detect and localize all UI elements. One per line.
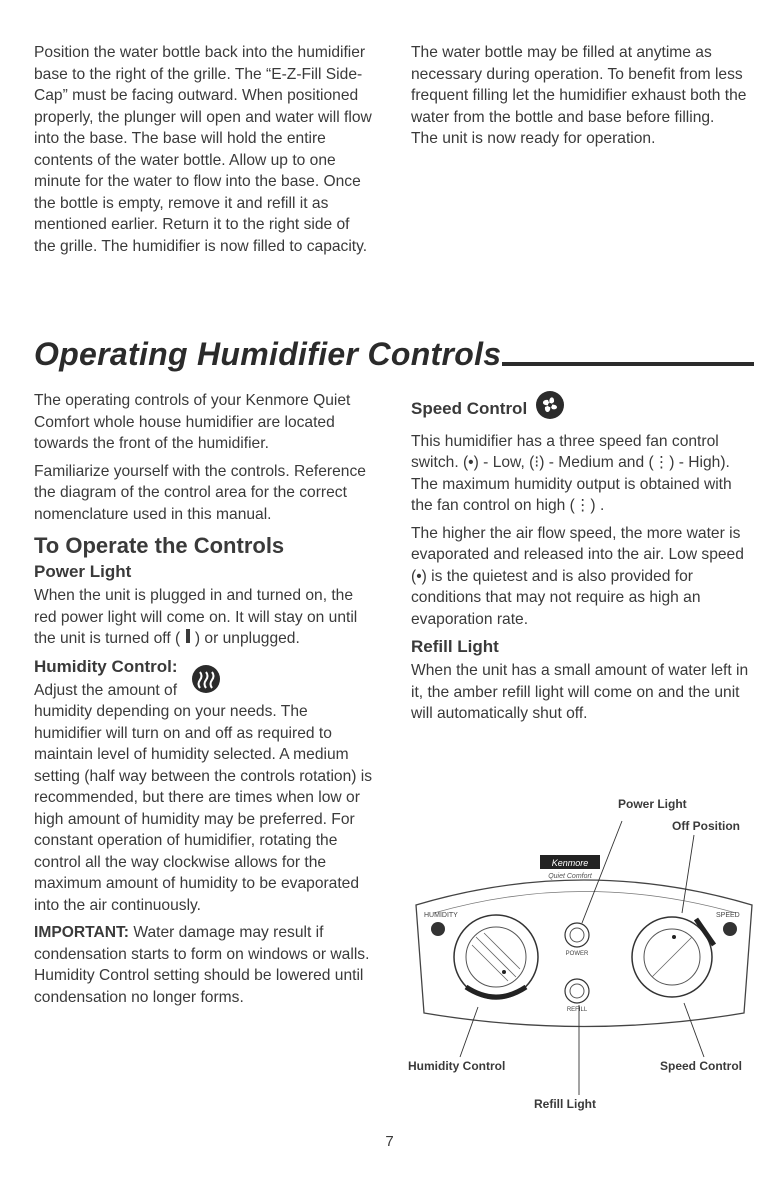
speed-control-label: Speed Control [660,1059,743,1073]
panel-power-label: POWER [565,951,589,957]
controls-right-column [411,390,756,731]
intro-text-2: Familiarize yourself with the controls. Reference the diagram of the control area for the correct nomenclature used in this manual. [34,462,366,523]
speed-control-heading: Speed Control [411,398,528,418]
humidity-icon [191,664,221,701]
off-position-label: Off Position [672,819,740,833]
refill-light-label: Refill Light [534,1097,596,1111]
panel-speed-label: SPEED [716,912,740,919]
panel-refill-label: REFILL [566,1007,588,1013]
panel-brand: Kenmore [551,858,589,868]
intro-text-1: The operating controls of your Kenmore Quiet Comfort whole house humidifier are located towards the front of the humidifier. [34,392,351,452]
speed-control-text-1: This humidifier has a three speed fan control switch. (•) - Low, (⁝) - Medium and (⋮) - High). The maximum humidity output is obtained with the fan control on high (⋮) . [411,432,732,514]
power-light-text: When the unit is plugged in and turned on, the red power light will come on. It will stay on until the unit is turned off ( ) or unplugged. [34,585,379,650]
speed-control-text-2: The higher the air flow speed, the more water is evaporated and released into the air. Low speed (•) is the quietest and is also provided for conditions that may not require as high an evaporation rate. [411,524,744,628]
control-panel-drawing [404,795,764,1125]
fan-icon [535,390,565,427]
top-left-paragraph [34,42,374,263]
refill-light-indicator [565,979,589,1003]
operate-heading: To Operate the Controls [34,533,285,558]
title-rule [502,362,754,366]
off-symbol-icon [185,628,191,650]
controls-left-column [34,390,379,1014]
humidity-control-heading: Humidity Control: [34,656,178,676]
humidity-control-text: Adjust the amount of humidity depending on your needs. The humidifier will turn on and off as required to maintain level of humidity selected. A medium setting (half way between the controls rotation) is recommended, but there are times when low or high amount of humidity may be preferred. For constant operation of humidifier, rotating the control all the way clockwise allows for the maximum amount of humidity to be evaporated into the air continuously. [34,680,379,917]
panel-humidity-label: HUMIDITY [424,912,458,919]
top-right-paragraphs [411,42,756,156]
bottle-placement-text: Position the water bottle back into the humidifier base to the right of the grille. The “E-Z-Fill Side-Cap” must be facing outward. When positioned properly, the plunger will open and water will flow into the base. The base will hold the entire contents of the water bottle. Allow up to one minute for the water to flow into the base. Once the bottle is empty, remove it and refill it as mentioned earlier. Return it to the right side of the grille. The humidifier is now filled to capacity. [34,44,372,255]
power-light-label: Power Light [618,797,687,811]
section-title: Operating Humidifier Controls [34,336,502,372]
important-note: IMPORTANT: Water damage may result if condensation starts to form on windows or walls. Humidity Control setting should be lowered until condensation no longer forms. [34,924,370,1006]
power-light-heading: Power Light [34,562,132,581]
filling-text: The water bottle may be filled at anytime as necessary during operation. To benefit from less frequent filling let the humidifier exhaust both the water from the bottle and base before filling. [411,44,747,126]
humidity-control-label: Humidity Control [408,1059,506,1073]
page-number: 7 [385,1133,394,1150]
refill-light-heading: Refill Light [411,637,499,656]
speed-control-header [411,390,756,427]
control-panel-diagram [404,795,764,1125]
ready-text: The unit is now ready for operation. [411,130,656,147]
power-light-indicator [565,923,589,947]
panel-subbrand: Quiet Comfort [548,873,592,880]
refill-light-text: When the unit has a small amount of water left in it, the amber refill light will come on and the unit will automatically shut off. [411,662,749,722]
